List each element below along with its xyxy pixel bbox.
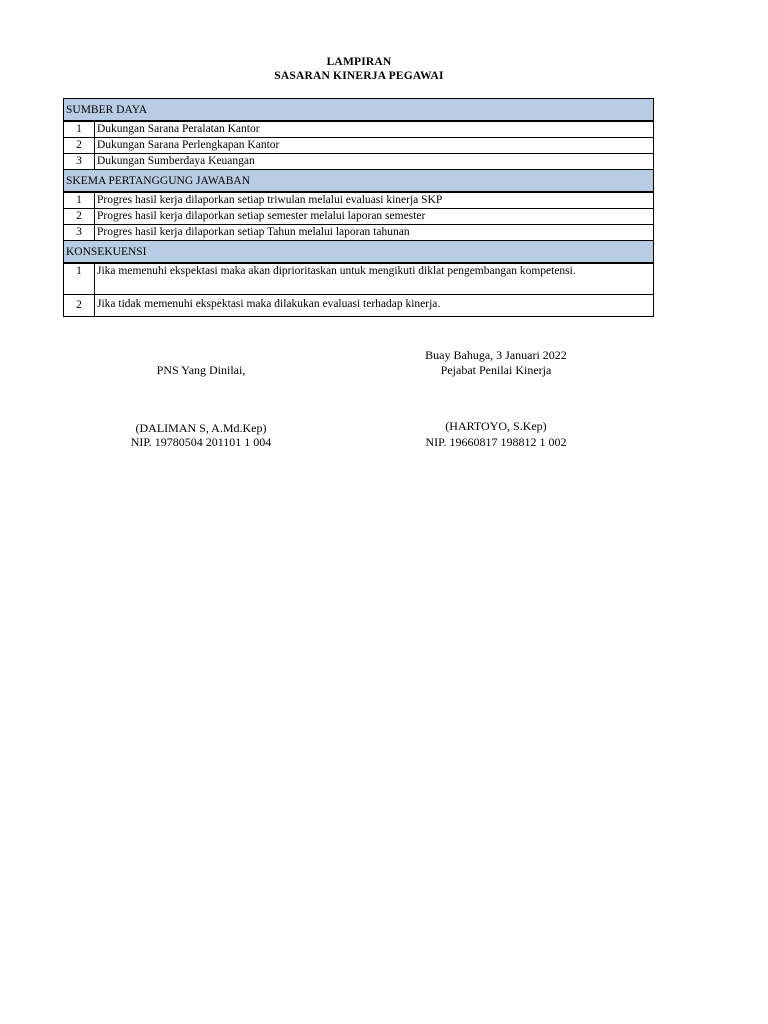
row-text: Progres hasil kerja dilaporkan setiap semester melalui laporan semester xyxy=(95,209,654,225)
table-row xyxy=(64,154,654,170)
row-number: 2 xyxy=(64,295,95,317)
row-text: Jika tidak memenuhi ekspektasi maka dilakukan evaluasi terhadap kinerja. xyxy=(95,295,654,317)
row-number: 2 xyxy=(64,138,95,154)
document-title: LAMPIRAN xyxy=(326,56,392,68)
place-date: Buay Bahuga, 3 Januari 2022 xyxy=(425,348,567,362)
table-row xyxy=(64,121,654,138)
row-number: 2 xyxy=(64,209,95,225)
row-number: 1 xyxy=(64,192,95,209)
row-text: Jika memenuhi ekspektasi maka akan diprioritaskan untuk mengikuti diklat pengembangan kompetensi. xyxy=(95,263,654,295)
document-subtitle: SASARAN KINERJA PEGAWAI xyxy=(274,70,444,82)
row-text: Progres hasil kerja dilaporkan setiap Tahun melalui laporan tahunan xyxy=(95,225,654,241)
section-header-konsekuensi xyxy=(64,241,654,264)
signatory-right-nip: NIP. 19660817 198812 1 002 xyxy=(425,435,567,449)
section-heading: SKEMA PERTANGGUNG JAWABAN xyxy=(64,170,654,193)
row-text: Progres hasil kerja dilaporkan setiap triwulan melalui evaluasi kinerja SKP xyxy=(95,192,654,209)
table-row xyxy=(64,209,654,225)
table-row xyxy=(64,192,654,209)
row-number: 1 xyxy=(64,121,95,138)
signatory-left-nip: NIP. 19780504 201101 1 004 xyxy=(130,435,272,449)
table-row xyxy=(64,138,654,154)
targets-table xyxy=(63,98,654,317)
table-row xyxy=(64,295,654,317)
section-heading: KONSEKUENSI xyxy=(64,241,654,264)
row-number: 3 xyxy=(64,154,95,170)
signatory-left-name: (DALIMAN S, A.Md.Kep) xyxy=(135,421,267,435)
section-header-skema-pertanggung-jawaban xyxy=(64,170,654,193)
row-text: Dukungan Sumberdaya Keuangan xyxy=(95,154,654,170)
signatory-right-name: (HARTOYO, S.Kep) xyxy=(445,419,547,433)
row-text: Dukungan Sarana Peralatan Kantor xyxy=(95,121,654,138)
section-heading: SUMBER DAYA xyxy=(64,99,654,122)
signatory-left-title: PNS Yang Dinilai, xyxy=(156,363,246,377)
row-text: Dukungan Sarana Perlengkapan Kantor xyxy=(95,138,654,154)
row-number: 3 xyxy=(64,225,95,241)
table-row xyxy=(64,263,654,295)
table-row xyxy=(64,225,654,241)
signatory-right-title: Pejabat Penilai Kinerja xyxy=(440,363,552,377)
row-number: 1 xyxy=(64,263,95,295)
section-header-sumber-daya xyxy=(64,99,654,122)
